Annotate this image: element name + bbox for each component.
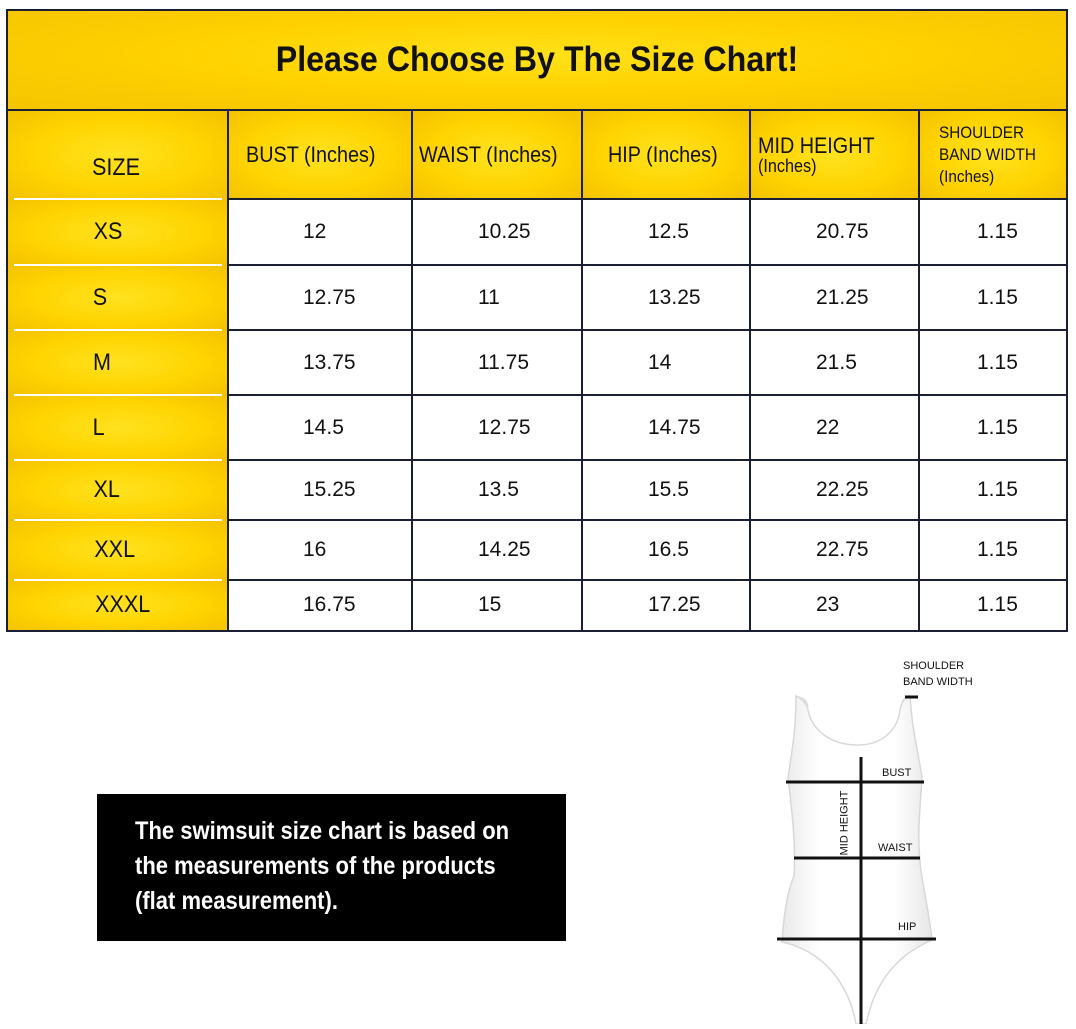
table-cell	[412, 520, 582, 580]
hip-label: HIP	[898, 921, 917, 933]
chart-title: Please Choose By The Size Chart!	[275, 40, 799, 79]
header-line: SHOULDER	[939, 122, 1025, 142]
table-cell	[582, 460, 750, 520]
table-cell	[750, 580, 919, 630]
note-line-1: The swimsuit size chart is based on	[135, 817, 510, 845]
cell-value: 15	[478, 593, 502, 616]
table-cell	[228, 520, 412, 580]
table-cell	[228, 395, 412, 460]
cell-value: 1.15	[977, 285, 1018, 309]
header-line: MID HEIGHT	[758, 133, 875, 158]
swimsuit-figure	[760, 650, 1000, 1024]
cell-value: 13.75	[303, 350, 356, 374]
row-separator	[228, 394, 1066, 396]
header-line: (Inches)	[758, 156, 817, 177]
table-cell	[919, 460, 1066, 520]
cell-value: 17.25	[648, 593, 701, 616]
cell-value: 14	[648, 350, 672, 374]
cell-value: 13.25	[648, 285, 701, 309]
size-table	[8, 111, 1066, 630]
cell-value: 16.5	[648, 538, 689, 561]
title-bar	[8, 11, 1066, 111]
mid-height-label: MID HEIGHT	[838, 790, 851, 856]
bust-label: BUST	[882, 767, 912, 779]
table-cell	[582, 395, 750, 460]
size-chart	[6, 9, 1068, 632]
cell-value: 16	[303, 538, 327, 561]
size-label: XL	[93, 476, 120, 503]
table-cell	[919, 199, 1066, 265]
column-separator	[581, 111, 583, 630]
header-cell-1	[228, 111, 412, 199]
column-separator	[918, 111, 920, 630]
table-cell	[228, 199, 412, 265]
row-separator	[228, 519, 1066, 521]
size-label: XXL	[94, 536, 136, 563]
column-separator	[749, 111, 751, 630]
row-separator-size	[14, 264, 222, 266]
swimsuit-diagram	[760, 650, 1000, 1024]
table-cell	[582, 580, 750, 630]
table-cell	[412, 199, 582, 265]
note-line-3: (flat measurement).	[135, 887, 338, 915]
cell-value: 1.15	[977, 415, 1018, 439]
table-cell	[228, 265, 412, 330]
cell-value: 16.75	[303, 593, 356, 616]
header-cell-5	[919, 111, 1066, 199]
table-cell	[919, 265, 1066, 330]
cell-value: 10.25	[478, 220, 531, 243]
table-cell	[412, 580, 582, 630]
cell-value: 12.75	[478, 415, 531, 439]
size-cell-xl	[8, 460, 228, 520]
size-label: XS	[93, 218, 123, 245]
cell-value: 11	[478, 285, 500, 309]
table-cell	[412, 460, 582, 520]
header-cell-0	[8, 111, 228, 199]
note-line-2: the measurements of the products	[135, 852, 496, 880]
table-cell	[228, 460, 412, 520]
size-label: S	[92, 283, 108, 311]
cell-value: 12.75	[303, 285, 356, 309]
size-cell-l	[8, 395, 228, 460]
row-separator	[228, 264, 1066, 266]
measurement-note	[97, 794, 566, 941]
shoulder-label-2: BAND WIDTH	[903, 676, 973, 688]
size-label: M	[93, 348, 111, 376]
column-separator	[227, 111, 229, 630]
swimsuit-body	[782, 696, 932, 1024]
cell-value: 21.5	[816, 350, 857, 374]
table-cell	[582, 199, 750, 265]
cell-value: 22.25	[816, 478, 869, 501]
row-separator	[228, 198, 1066, 200]
table-cell	[919, 395, 1066, 460]
cell-value: 14.5	[303, 415, 344, 439]
row-separator-size	[14, 459, 222, 461]
header-line: (Inches)	[939, 167, 995, 187]
table-cell	[750, 460, 919, 520]
column-separator	[411, 111, 413, 630]
header-line: BUST (Inches)	[246, 142, 376, 168]
size-cell-xxl	[8, 520, 228, 580]
cell-value: 15.5	[648, 478, 689, 501]
cell-value: 11.75	[478, 350, 529, 374]
cell-value: 23	[816, 593, 840, 616]
header-cell-4	[750, 111, 919, 199]
cell-value: 12	[303, 220, 327, 243]
size-cell-xs	[8, 199, 228, 265]
table-cell	[412, 265, 582, 330]
table-cell	[582, 520, 750, 580]
row-separator-size	[14, 519, 222, 521]
table-cell	[919, 330, 1066, 395]
table-cell	[750, 265, 919, 330]
table-cell	[750, 199, 919, 265]
table-cell	[228, 580, 412, 630]
header-label	[246, 143, 375, 166]
size-label: XXXL	[95, 591, 151, 618]
cell-value: 22	[816, 415, 840, 439]
cell-value: 1.15	[977, 593, 1018, 616]
row-separator-size	[14, 198, 222, 200]
header-label	[758, 134, 875, 176]
header-line: BAND WIDTH	[939, 144, 1036, 164]
cell-value: 13.5	[478, 478, 519, 501]
cell-value: 15.25	[303, 478, 356, 501]
cell-value: 21.25	[816, 285, 869, 309]
header-line: SIZE	[92, 154, 141, 182]
cell-value: 1.15	[977, 220, 1018, 243]
cell-value: 14.75	[648, 415, 701, 439]
table-cell	[750, 395, 919, 460]
size-cell-m	[8, 330, 228, 395]
header-label	[939, 122, 1036, 188]
row-separator	[228, 329, 1066, 331]
table-cell	[582, 330, 750, 395]
cell-value: 22.75	[816, 538, 869, 561]
cell-value: 14.25	[478, 538, 531, 561]
table-cell	[582, 265, 750, 330]
shoulder-label-1: SHOULDER	[903, 660, 965, 672]
size-label: L	[92, 413, 105, 441]
cell-value: 20.75	[816, 220, 869, 243]
cell-value: 1.15	[977, 538, 1018, 561]
cell-value: 1.15	[977, 350, 1018, 374]
table-cell	[412, 330, 582, 395]
header-line: HIP (Inches)	[608, 142, 718, 168]
cell-value: 12.5	[648, 220, 689, 243]
row-separator-size	[14, 394, 222, 396]
cell-value: 1.15	[977, 478, 1018, 501]
header-label	[608, 143, 718, 166]
size-cell-s	[8, 265, 228, 330]
table-cell	[228, 330, 412, 395]
row-separator-size	[14, 329, 222, 331]
table-cell	[750, 330, 919, 395]
row-separator	[228, 459, 1066, 461]
table-cell	[919, 580, 1066, 630]
table-cell	[919, 520, 1066, 580]
header-cell-3	[582, 111, 750, 199]
header-cell-2	[412, 111, 582, 199]
size-cell-xxxl	[8, 580, 228, 630]
row-separator-size	[14, 579, 222, 581]
waist-label: WAIST	[878, 842, 913, 854]
header-line: WAIST (Inches)	[419, 142, 558, 168]
table-cell	[750, 520, 919, 580]
header-label	[419, 143, 558, 166]
row-separator	[228, 579, 1066, 581]
header-label	[92, 155, 140, 180]
table-cell	[412, 395, 582, 460]
